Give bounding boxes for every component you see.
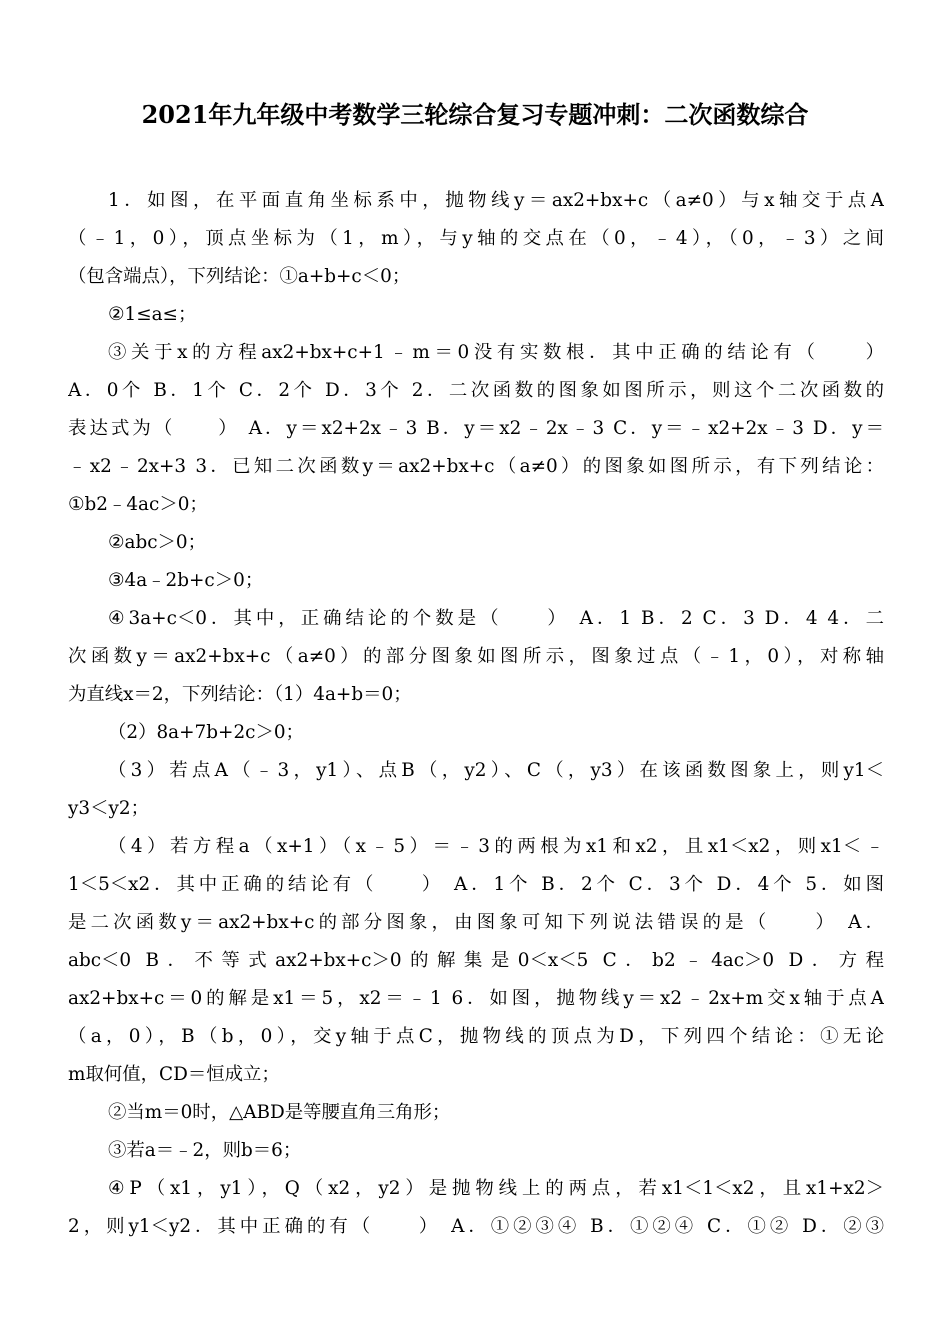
- text-line: 为直线x＝2，下列结论：（1）4a+b＝0；: [68, 684, 412, 705]
- text-line: 表达式为（ ） A．y＝x2+2x﹣3 B．y＝x2﹣2x﹣3 C．y＝﹣x2+2x﹣3 D．y＝: [68, 418, 884, 439]
- text-line: ax2+bx+c＝0的解是x1＝5，x2＝﹣1 6．如图，抛物线y＝x2﹣2x+m交x轴于点A: [68, 988, 884, 1009]
- text-line: ①b2﹣4ac＞0；: [68, 494, 208, 515]
- text-line: m取何值，CD＝恒成立；: [68, 1064, 280, 1085]
- text-line: 1＜5＜x2．其中正确的结论有（ ） A．1个 B．2个 C．3个 D．4个 5．如图: [68, 874, 884, 895]
- text-line: 次函数y＝ax2+bx+c（a≠0）的部分图象如图所示，图象过点（﹣1，0），对称轴: [68, 646, 884, 667]
- text-line: 1．如图，在平面直角坐标系中，抛物线y＝ax2+bx+c（a≠0）与x轴交于点A: [108, 190, 884, 211]
- text-line: ④3a+c＜0．其中，正确结论的个数是（ ） A．1 B．2 C．3 D．4 4．二: [108, 608, 884, 629]
- text-line: ④P（x1，y1），Q（x2，y2）是抛物线上的两点，若x1＜1＜x2，且x1+x2＞: [108, 1178, 884, 1199]
- text-line: ﹣x2﹣2x+3 3．已知二次函数y＝ax2+bx+c（a≠0）的图象如图所示，有下列结论：: [68, 456, 884, 477]
- text-line: （﹣1，0），顶点坐标为（1，m），与y轴的交点在（0，﹣4），（0，﹣3）之间: [68, 228, 884, 249]
- text-line: （包含端点），下列结论：①a+b+c＜0；: [68, 266, 411, 287]
- text-line: ③4a﹣2b+c＞0；: [108, 570, 264, 591]
- text-line: 是二次函数y＝ax2+bx+c的部分图象，由图象可知下列说法错误的是（ ） A．: [68, 912, 884, 933]
- text-line: ②当m＝0时，△ABD是等腰直角三角形；: [108, 1102, 451, 1123]
- text-line: （4）若方程a（x+1）（x﹣5）＝﹣3的两根为x1和x2，且x1＜x2，则x1＜﹣: [108, 836, 884, 857]
- document-title: 2021年九年级中考数学三轮综合复习专题冲刺：二次函数综合: [141, 100, 809, 129]
- text-line: ③关于x的方程ax2+bx+c+1﹣m＝0没有实数根．其中正确的结论有（ ）: [108, 342, 884, 363]
- text-line: abc＜0 B．不等式ax2+bx+c＞0的解集是0＜x＜5 C．b2﹣4ac＞0 D．方程: [68, 950, 884, 971]
- text-line: （2）8a+7b+2c＞0；: [108, 722, 304, 743]
- document-body: [68, 182, 884, 1246]
- text-line: （3）若点A（﹣3，y1）、点B（，y2）、C（，y3）在该函数图象上，则y1＜: [108, 760, 884, 781]
- text-line: ②abc＞0；: [108, 532, 207, 553]
- text-line: 2，则y1＜y2．其中正确的有（ ） A．①②③④ B．①②④ C．①② D．②③: [68, 1216, 884, 1237]
- text-line: ③若a＝﹣2，则b＝6；: [108, 1140, 302, 1161]
- text-line: ②1≤a≤；: [108, 304, 197, 325]
- text-line: A．0个 B．1个 C．2个 D．3个 2．二次函数的图象如图所示，则这个二次函数的: [68, 380, 884, 401]
- text-line: （a，0），B（b，0），交y轴于点C，抛物线的顶点为D，下列四个结论：①无论: [68, 1026, 884, 1047]
- text-line: y3＜y2；: [68, 798, 149, 819]
